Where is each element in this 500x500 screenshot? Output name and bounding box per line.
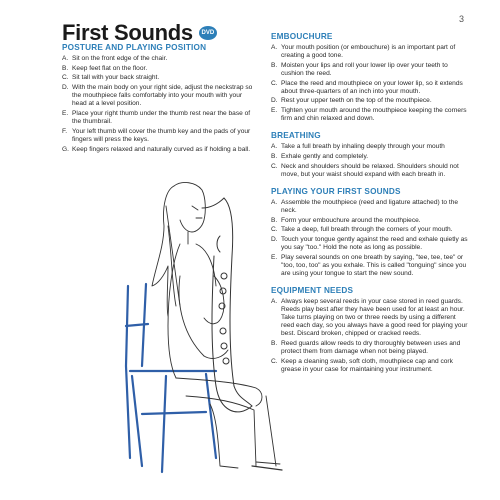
item-text: Place your right thumb under the thumb rest near the base of the thumbrail. xyxy=(72,109,251,126)
item-letter: B. xyxy=(271,216,278,224)
list-item xyxy=(271,358,469,374)
item-letter: A. xyxy=(271,198,278,206)
item-text: Tighten your mouth around the mouthpiece keeping the corners firm and chin relaxed and down. xyxy=(281,107,467,123)
item-text: Assemble the mouthpiece (reed and ligature attached) to the neck. xyxy=(281,198,459,214)
item-text: Exhale gently and completely. xyxy=(281,152,369,160)
list-item xyxy=(271,163,469,179)
embouchure-heading: EMBOUCHURE xyxy=(271,32,333,41)
list-item xyxy=(62,84,258,108)
item-letter: C. xyxy=(62,74,69,82)
list-item xyxy=(271,236,469,252)
item-letter: B. xyxy=(271,152,278,160)
list-item xyxy=(271,97,469,105)
list-item xyxy=(62,110,258,126)
right-column xyxy=(271,32,469,376)
list-item xyxy=(271,199,469,215)
item-text: Your mouth position (or embouchure) is an important part of creating a good tone. xyxy=(281,44,456,60)
page-number: 3 xyxy=(458,14,464,24)
list-item xyxy=(62,128,258,144)
list-item xyxy=(271,44,469,60)
item-text: Your left thumb will cover the thumb key and the pads of your fingers will press the keys. xyxy=(72,127,251,143)
list-item xyxy=(271,107,469,123)
list-item xyxy=(62,146,258,154)
item-text: Place the reed and mouthpiece on your lower lip, so it extends about three-quarters of an inch into your mouth. xyxy=(281,79,463,95)
item-text: Always keep several reeds in your case stored in reed guards. Reeds play best after they have been used for at least an hour. Take turns playing on two or three reeds by using a different reed each day, so you always have a good reed for playing your best. Discard broken, chipped or cracked reeds. xyxy=(281,298,468,338)
list-item xyxy=(271,254,469,278)
posture-list xyxy=(62,55,258,154)
item-text: Sit on the front edge of the chair. xyxy=(72,55,168,62)
saxophone-player-illustration xyxy=(106,166,291,478)
item-letter: C. xyxy=(271,357,278,365)
item-text: Touch your tongue gently against the reed and exhale quietly as you say "too." Hold the note as long as possible. xyxy=(281,235,468,252)
item-letter: E. xyxy=(62,109,69,117)
item-letter: C. xyxy=(271,162,278,170)
list-item xyxy=(271,62,469,78)
item-text: Take a full breath by inhaling deeply through your mouth xyxy=(281,143,445,151)
chair-icon xyxy=(126,284,216,472)
item-text: Play several sounds on one breath by saying, "tee, tee, tee" or "too, too, too" as you exhale. This is called "tonguing" since you are using your tongue to start the new sound. xyxy=(281,253,467,277)
item-letter: C. xyxy=(271,226,278,234)
item-letter: D. xyxy=(62,84,69,92)
item-letter: A. xyxy=(271,44,278,51)
item-letter: C. xyxy=(271,79,278,87)
item-letter: B. xyxy=(271,61,278,69)
list-item xyxy=(271,153,469,161)
item-text: Moisten your lips and roll your lower lip over your teeth to cushion the reed. xyxy=(281,61,448,77)
item-letter: F. xyxy=(62,127,68,135)
item-letter: D. xyxy=(271,97,278,105)
playing-list xyxy=(271,199,469,278)
item-text: Keep a cleaning swab, soft cloth, mouthpiece cap and cork grease in your case for maintaining your instrument. xyxy=(281,357,453,373)
list-item xyxy=(271,80,469,96)
item-text: Reed guards allow reeds to dry thoroughly between uses and protect them from damage when not being played. xyxy=(281,340,461,356)
dvd-icon: DVD xyxy=(199,26,217,40)
posture-heading: POSTURE AND PLAYING POSITION xyxy=(62,43,207,52)
item-letter: E. xyxy=(271,253,278,261)
list-item xyxy=(271,143,469,151)
item-letter: A. xyxy=(271,298,278,305)
embouchure-list xyxy=(271,44,469,123)
left-column xyxy=(62,43,258,155)
item-letter: G. xyxy=(62,145,69,153)
equipment-list xyxy=(271,298,469,374)
playing-heading: PLAYING YOUR FIRST SOUNDS xyxy=(271,186,401,196)
item-letter: E. xyxy=(271,107,278,115)
list-item xyxy=(271,217,469,225)
list-item xyxy=(271,298,469,338)
list-item xyxy=(271,340,469,356)
item-text: With the main body on your right side, adjust the neckstrap so the mouthpiece falls comfortably into your mouth with your head at a level position. xyxy=(72,84,253,108)
item-letter: B. xyxy=(271,340,278,348)
list-item xyxy=(62,65,258,73)
breathing-heading: BREATHING xyxy=(271,131,321,141)
item-text: Take a deep, full breath through the corners of your mouth. xyxy=(281,226,453,234)
item-letter: D. xyxy=(271,235,278,243)
list-item xyxy=(62,74,258,82)
item-letter: A. xyxy=(271,143,278,151)
item-text: Neck and shoulders should be relaxed. Shoulders should not move, but your waist should expand with each breath in. xyxy=(281,162,459,178)
item-letter: A. xyxy=(62,55,69,62)
item-text: Keep feet flat on the floor. xyxy=(72,64,148,72)
item-text: Form your embouchure around the mouthpiece. xyxy=(281,216,421,224)
item-text: Keep fingers relaxed and naturally curved as if holding a ball. xyxy=(72,145,251,153)
item-letter: B. xyxy=(62,64,69,72)
list-item xyxy=(62,55,258,63)
item-text: Rest your upper teeth on the top of the mouthpiece. xyxy=(281,97,432,105)
item-text: Sit tall with your back straight. xyxy=(72,74,160,82)
page-title: First Sounds xyxy=(62,20,193,45)
breathing-list xyxy=(271,143,469,179)
page xyxy=(24,8,484,492)
equipment-heading: EQUIPMENT NEEDS xyxy=(271,286,354,295)
list-item xyxy=(271,226,469,234)
